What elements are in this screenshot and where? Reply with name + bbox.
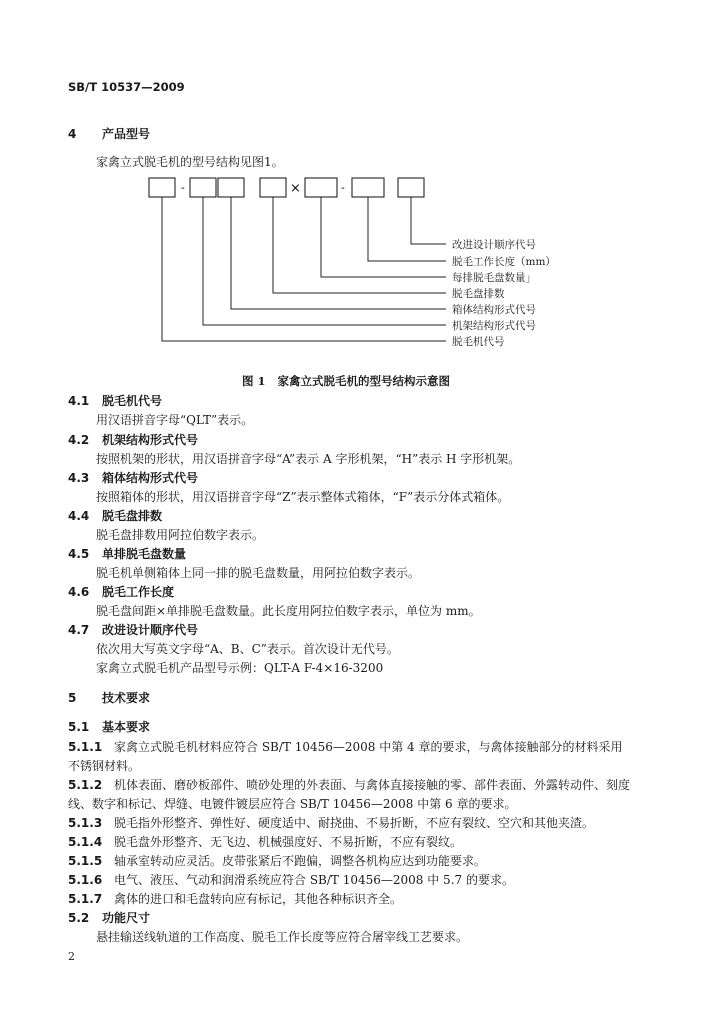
code-box-5: [305, 178, 337, 197]
times-separator: ×: [290, 181, 301, 196]
item-4-2-number: 4.2: [68, 433, 90, 447]
diagram-label-7: 脱毛机代号: [452, 336, 505, 348]
code-box-4: [260, 178, 286, 197]
figure-caption-number: 图 1: [242, 374, 266, 388]
item-5-1-6-number: 5.1.6: [68, 873, 103, 887]
leader-line-2: [368, 197, 446, 261]
item-5-1-heading: [68, 718, 150, 735]
item-5-1-5-text: 轴承室转动应灵活。皮带张紧后不跑偏，调整各机构应达到功能要求。: [114, 854, 487, 868]
item-4-4-heading: [68, 507, 162, 524]
item-5-2-number: 5.2: [68, 911, 90, 925]
item-4-1-heading: [68, 392, 162, 409]
item-5-1-5: [68, 852, 486, 869]
item-5-1-2: [68, 776, 630, 793]
item-4-6-number: 4.6: [68, 585, 90, 599]
item-4-1-number: 4.1: [68, 394, 90, 408]
item-4-3-title: 箱体结构形式代号: [102, 471, 199, 485]
item-5-1-1-number: 5.1.1: [68, 740, 103, 754]
item-5-1-6-text: 电气、液压、气动和润滑系统应符合 SB/T 10456—2008 中 5.7 的要求。: [114, 873, 514, 887]
dash-separator-2: -: [341, 181, 345, 194]
item-4-6-title: 脱毛工作长度: [102, 585, 175, 599]
section-4-intro: 家禽立式脱毛机的型号结构见图1。: [96, 155, 284, 169]
item-4-5-text: 脱毛机单侧箱体上同一排的脱毛盘数量，用阿拉伯数字表示。: [96, 566, 421, 580]
section-5-number: 5: [68, 691, 77, 705]
code-box-3: [218, 178, 244, 197]
standard-number: SB/T 10537—2009: [68, 80, 185, 94]
diagram-label-3: 每排脱毛盘数量」: [452, 272, 536, 284]
item-5-1-3: [68, 814, 594, 831]
code-box-6: [352, 178, 384, 197]
item-5-1-2-number: 5.1.2: [68, 778, 103, 792]
leader-line-3: [321, 197, 446, 277]
item-5-1-7-number: 5.1.7: [68, 892, 103, 906]
item-4-7-text: 依次用大写英文字母“A、B、C”表示。首次设计无代号。: [96, 642, 399, 656]
section-4-title: 产品型号: [102, 127, 151, 141]
leader-line-7: [162, 197, 446, 341]
leader-line-1: [411, 197, 446, 244]
item-5-1-3-number: 5.1.3: [68, 816, 103, 830]
item-5-1-5-number: 5.1.5: [68, 854, 103, 868]
diagram-label-2: 脱毛工作长度（mm）: [452, 256, 556, 268]
diagram-label-6: 机架结构形式代号: [452, 320, 536, 332]
item-5-1-1: [68, 738, 623, 755]
code-box-7: [398, 178, 424, 197]
item-5-1-4: [68, 833, 462, 850]
item-5-1-4-number: 5.1.4: [68, 835, 103, 849]
item-4-2-title: 机架结构形式代号: [102, 433, 199, 447]
section-4-number: 4: [68, 127, 77, 141]
item-4-1-title: 脱毛机代号: [102, 394, 163, 408]
leader-line-4: [273, 197, 446, 293]
item-4-5-number: 4.5: [68, 547, 90, 561]
item-4-7-title: 改进设计顺序代号: [102, 623, 199, 637]
item-4-2-heading: [68, 431, 198, 448]
dash-separator-1: -: [181, 181, 185, 194]
item-5-1-2-continuation: 线、数字和标记、焊缝、电镀件镀层应符合 SB/T 10456—2008 中第 6 章的要求。: [68, 797, 517, 811]
diagram-label-5: 箱体结构形式代号: [452, 304, 536, 316]
item-4-6-heading: [68, 583, 174, 600]
item-5-1-3-text: 脱毛指外形整齐、弹性好、硬度适中、耐挠曲、不易折断，不应有裂纹、空穴和其他夹渣。: [114, 816, 595, 830]
model-example: 家禽立式脱毛机产品型号示例：QLT-A F-4×16-3200: [96, 661, 384, 675]
item-5-2-heading: [68, 909, 150, 926]
item-5-1-number: 5.1: [68, 720, 90, 734]
code-box-2: [190, 178, 216, 197]
item-4-1-text: 用汉语拼音字母“QLT”表示。: [96, 413, 254, 427]
item-4-4-title: 脱毛盘排数: [102, 509, 163, 523]
item-5-1-7-text: 禽体的进口和毛盘转向应有标记，其他各种标识齐全。: [114, 892, 403, 906]
item-5-2-text: 悬挂输送线轨道的工作高度、脱毛工作长度等应符合屠宰线工艺要求。: [96, 930, 469, 944]
item-5-1-2-text: 机体表面、磨砂板部件、喷砂处理的外表面、与禽体直接接触的零、部件表面、外露转动件、刻度: [114, 778, 631, 792]
item-4-3-number: 4.3: [68, 471, 90, 485]
item-5-1-4-text: 脱毛盘外形整齐、无飞边、机械强度好、不易折断，不应有裂纹。: [114, 835, 463, 849]
item-4-3-heading: [68, 469, 198, 486]
item-5-1-title: 基本要求: [102, 720, 151, 734]
item-4-5-title: 单排脱毛盘数量: [102, 547, 187, 561]
item-4-7-heading: [68, 621, 198, 638]
item-5-1-7: [68, 890, 402, 907]
section-5-title: 技术要求: [102, 691, 151, 705]
figure-caption: [242, 373, 450, 389]
item-5-1-1-continuation: 不锈钢材料。: [68, 759, 141, 773]
item-5-1-1-text: 家禽立式脱毛机材料应符合 SB/T 10456—2008 中第 4 章的要求，与禽体接触部分的材料采用: [114, 740, 623, 754]
section-5-heading: [68, 689, 150, 706]
page-number: 2: [68, 950, 75, 963]
item-5-2-title: 功能尺寸: [102, 911, 151, 925]
item-5-1-6: [68, 871, 514, 888]
figure-caption-text: 家禽立式脱毛机的型号结构示意图: [277, 374, 451, 388]
item-4-2-text: 按照机架的形状，用汉语拼音字母“A”表示 A 字形机架，“H”表示 H 字形机架。: [96, 452, 521, 466]
item-4-3-text: 按照箱体的形状，用汉语拼音字母“Z”表示整体式箱体，“F”表示分体式箱体。: [96, 490, 510, 504]
item-4-4-number: 4.4: [68, 509, 90, 523]
item-4-6-text: 脱毛盘间距×单排脱毛盘数量。此长度用阿拉伯数字表示，单位为 mm。: [96, 604, 481, 618]
code-box-1: [149, 178, 175, 197]
item-4-4-text: 脱毛盘排数用阿拉伯数字表示。: [96, 528, 265, 542]
diagram-label-1: 改进设计顺序代号: [452, 239, 536, 251]
diagram-label-4: 脱毛盘排数: [452, 288, 505, 300]
model-structure-diagram: [0, 0, 717, 400]
item-4-5-heading: [68, 545, 186, 562]
item-4-7-number: 4.7: [68, 623, 90, 637]
leader-line-5: [231, 197, 446, 309]
